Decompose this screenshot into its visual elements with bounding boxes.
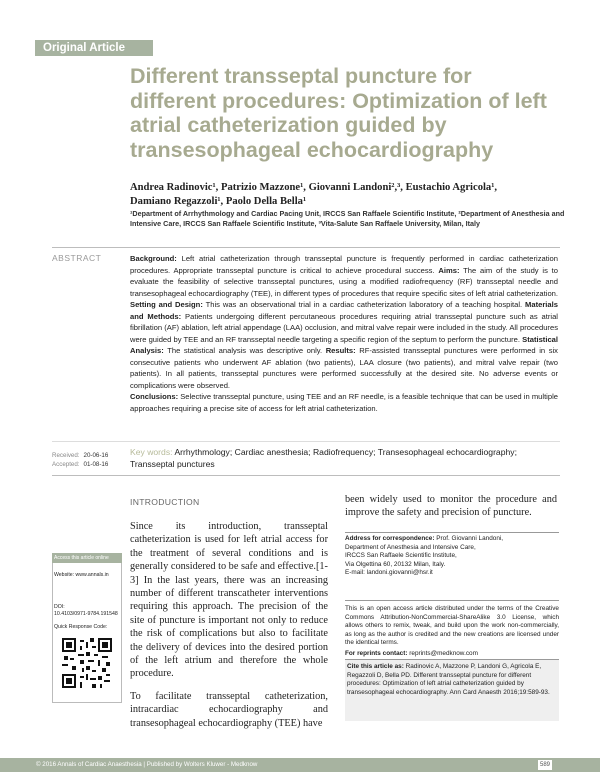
correspondence-line-3: Via Olgettina 60, 20132 Milan, Italy. bbox=[345, 560, 446, 568]
intro-paragraph-2: To facilitate transseptal catheterization, intracardiac echocardiography and transesophageal echocardiography (TEE) have bbox=[130, 690, 328, 729]
correspondence-line-1: Department of Anesthesia and Intensive Care, bbox=[345, 543, 476, 551]
abstract-methods-heading: Materials and Methods: bbox=[130, 300, 558, 321]
doi-label: DOI: bbox=[54, 604, 65, 610]
doi-value[interactable]: 10.4103/0971-9784.191548 bbox=[54, 611, 118, 617]
correspondence-line-2: IRCCS San Raffaele Scientific Institute, bbox=[345, 552, 457, 559]
received-label: Received: bbox=[52, 452, 80, 459]
reprints-email: reprints@medknow.com bbox=[407, 650, 478, 657]
abstract-conclusions-heading: Conclusions: bbox=[130, 392, 179, 401]
license-text: This is an open access article distributed under the terms of the Creative Commons Attribution-NonCommercial-ShareAlike 3.0 License, which allows others to remix, tweak, and build upon the work non-commercially, as long as the author is credited and the new creations are licensed under the identical terms. bbox=[345, 600, 559, 648]
accepted-label: Accepted: bbox=[52, 461, 80, 468]
abstract-conclusions: Selective transseptal puncture, using TEE and an RF needle, is a feasible technique that can be used in multiple approaches requiring a precise site of access for left atrial catheterization. bbox=[130, 392, 558, 413]
introduction-heading: INTRODUCTION bbox=[130, 497, 200, 507]
authors bbox=[130, 181, 560, 209]
abstract-stats: The statistical analysis was descriptive only. bbox=[163, 346, 323, 355]
abstract-label: ABSTRACT bbox=[52, 253, 102, 263]
abstract-text bbox=[130, 253, 558, 414]
correspondence-box bbox=[345, 532, 559, 578]
abstract-results-heading: Results: bbox=[325, 346, 356, 355]
abstract-methods: Patients undergoing different percutaneous procedures requiring atrial transseptal puncture such as atrial fibrillation (AF) ablation, left atrial appendage (LAA) occlusion, and mitral valve repair were included in the study. All procedures were guided by TEE and an RF transseptal needle targeting a specific region of the septum to perform the puncture. bbox=[130, 311, 558, 344]
abstract-background: Left atrial catheterization through transseptal puncture is frequently performed in cardiac catheterization procedures. Appropriate transseptal puncture is critical to achieve procedural success. bbox=[130, 254, 558, 275]
keywords-text: Arrhythmology; Cardiac anesthesia; Radiofrequency; Transesophageal echocardiography; Transseptal punctures bbox=[130, 447, 517, 469]
article-title: Different transseptal puncture for different procedures: Optimization of left atrial catheterization guided by transesophageal echocardiography bbox=[130, 64, 547, 162]
access-article-heading: Access this article online bbox=[52, 553, 122, 563]
dates bbox=[52, 451, 108, 469]
citation-box bbox=[345, 659, 559, 721]
authors-line-1: Andrea Radinovic¹, Patrizio Mazzone¹, Giovanni Landoni²,³, Eustachio Agricola¹, bbox=[130, 182, 498, 193]
qr-code bbox=[62, 638, 112, 688]
received-date: 20-06-16 bbox=[83, 452, 109, 459]
abstract-aims: The aim of the study is to evaluate the feasibility of selective transseptal punctures, using a modified radiofrequency (RF) transseptal needle and transesophageal echocardiography (TEE), in different types of procedures that require specific sites of left atrial catheterization. bbox=[130, 265, 558, 298]
intro-left-column bbox=[130, 520, 328, 730]
page-number: 589 bbox=[539, 762, 550, 768]
divider bbox=[52, 475, 560, 476]
abstract-setting: This was an observational trial in a cardiac catheterization laboratory of a teaching hospital. bbox=[202, 300, 523, 309]
correspondence-name: Prof. Giovanni Landoni, bbox=[434, 535, 504, 542]
abstract-results: RF-assisted transseptal punctures were performed in six consecutive patients who underwent AF ablation (two patients), LAA closure (two patients), and mitral valve repair (two patients). In all patients, transseptal punctures were performed successfully at the desired site. No adverse events or complications were observed. bbox=[130, 346, 558, 390]
intro-paragraph-1: Since its introduction, transseptal catheterization is used for left atrial access for the treatment of several conditions and is generally considered to be safe and effective.[1-3] In the last years, there was an increasing number of different transcatheter interventions requiring this approach. The precision of the site of puncture is important not only to reduce the risk of complications but also to facilitate the delivery of devices into the desired portion of the left atrium and therefore the whole procedure. bbox=[130, 521, 328, 680]
abstract-stats-heading: Statistical Analysis: bbox=[130, 334, 558, 355]
abstract-setting-heading: Setting and Design: bbox=[130, 300, 203, 309]
authors-line-2: Damiano Regazzoli¹, Paolo Della Bella¹ bbox=[130, 196, 307, 207]
abstract-background-heading: Background: bbox=[130, 254, 177, 263]
reprints bbox=[345, 650, 559, 657]
abstract-aims-heading: Aims: bbox=[438, 265, 460, 275]
intro-right-column: been widely used to monitor the procedure and improve the safety and precision of puncture. bbox=[345, 494, 557, 519]
cite-label: Cite this article as: bbox=[347, 663, 404, 670]
reprints-label: For reprints contact: bbox=[345, 650, 408, 657]
correspondence-email: E-mail: landoni.giovanni@hsr.it bbox=[345, 569, 433, 576]
affiliations: ¹Department of Arrhythmology and Cardiac Pacing Unit, IRCCS San Raffaele Scientific Institute, ²Department of Anesthesia and Intensive Care, IRCCS San Raffaele Scientific Institute, ³Vita-Salute San Raffaele University, Milan, Italy bbox=[130, 209, 565, 228]
article-type-tag: Original Article bbox=[35, 40, 153, 56]
footer: © 2016 Annals of Cardiac Anaesthesia | Published by Wolters Kluwer - Medknow bbox=[0, 758, 600, 772]
accepted-date: 01-08-16 bbox=[83, 461, 109, 468]
divider bbox=[52, 247, 560, 248]
website-link[interactable]: Website: www.annals.in bbox=[54, 572, 109, 578]
correspondence-heading: Address for correspondence: bbox=[345, 535, 435, 542]
keywords-label: Key words: bbox=[130, 447, 173, 457]
qr-label: Quick Response Code: bbox=[54, 624, 108, 630]
keywords bbox=[130, 446, 560, 470]
cite-text: Radinovic A, Mazzone P, Landoni G, Agricola E, Regazzoli D, Bella PD. Different transseptal puncture for different procedures: Optimization of left atrial catheterization guided by transesophageal echocardiography. Ann Card Anaesth 2016;19:589-93. bbox=[347, 663, 550, 697]
divider bbox=[52, 441, 560, 442]
